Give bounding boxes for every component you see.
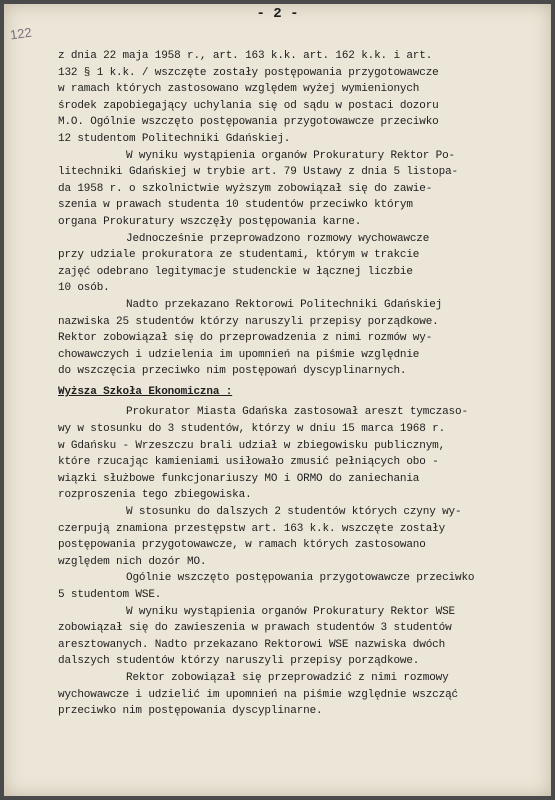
section-heading [58, 384, 508, 401]
text-line: da 1958 r. o szkolnictwie wyższym zobowiązał się do zawie- [58, 182, 433, 195]
text-line: rozproszenia tego zbiegowiska. [58, 489, 252, 502]
text-line: postępowania przygotowawcze, w ramach których zastosowano [58, 539, 426, 552]
text-line: nazwiska 25 studentów którzy naruszyli przepisy porządkowe. [58, 315, 439, 328]
text-line: litechniki Gdańskiej w trybie art. 79 Ustawy z dnia 5 listopa- [58, 166, 458, 179]
paragraph [58, 604, 508, 670]
text-line: wy w stosunku do 3 studentów, którzy w dniu 15 marca 1968 r. [58, 423, 446, 436]
text-line: aresztowanych. Nadto przekazano Rektorowi WSE nazwiska dwóch [58, 638, 446, 651]
text-line: zobowiązał się do zawieszenia w prawach studentów 3 studentów [58, 622, 452, 635]
paragraph [58, 297, 508, 380]
text-line: wiązki służbowe funkcjonariuszy MO i ORMO do zaniechania [58, 472, 420, 485]
text-line: które rzucając kamieniami usiłowało zmusić pełniących obo - [58, 456, 439, 469]
text-line: wychowawcze i udzielić im upomnień na piśmie względnie wszcząć [58, 688, 458, 701]
paragraph [58, 404, 508, 504]
text-line: Rektor zobowiązał się przeprowadzić z nimi rozmowy [126, 671, 449, 684]
paragraph [58, 570, 508, 603]
text-line: z dnia 22 maja 1958 r., art. 163 k.k. art. 162 k.k. i art. [58, 50, 433, 62]
text-line: M.O. Ogólnie wszczęto postępowania przygotowawcze przeciwko [58, 116, 439, 129]
text-line: Nadto przekazano Rektorowi Politechniki Gdańskiej [126, 298, 443, 311]
archive-stamp: 122 [9, 24, 33, 43]
document-body [58, 48, 508, 720]
text-line: środek zapobiegający uchylania się od sądu w postaci dozoru [58, 99, 439, 112]
text-line: Rektor zobowiązał się do przeprowadzenia z nimi rozmów wy- [58, 332, 433, 345]
paragraph [58, 231, 508, 297]
text-line: Ogólnie wszczęto postępowania przygotowawcze przeciwko [126, 572, 475, 585]
document-page [4, 4, 551, 796]
text-line: czerpują znamiona przestępstw art. 163 k.k. wszczęte zostały [58, 522, 446, 535]
paragraph [58, 48, 508, 148]
text-line: 12 studentom Politechniki Gdańskiej. [58, 132, 291, 145]
text-line: 132 § 1 k.k. / wszczęte zostały postępowania przygotowawcze [58, 66, 439, 79]
text-line: zajęć odebrano legitymacje studenckie w łącznej liczbie [58, 265, 413, 278]
text-line: W stosunku do dalszych 2 studentów których czyny wy- [126, 506, 462, 519]
text-line: szenia w prawach studenta 10 studentów przeciwko którym [58, 199, 413, 212]
text-line: przy udziale prokuratora ze studentami, którym w trakcie [58, 249, 420, 262]
text-line: do wszczęcia przeciwko nim postępowań dyscyplinarnych. [58, 365, 407, 378]
paragraph [58, 504, 508, 570]
text-line: 5 studentom WSE. [58, 589, 162, 601]
text-line: w ramach których zastosowano względem wyżej wymienionych [58, 83, 420, 96]
page-number: - 2 - [256, 6, 299, 22]
text-line: dalszych studentów którzy naruszyli przepisy porządkowe. [58, 655, 420, 668]
text-line: Jednocześnie przeprowadzono rozmowy wychowawcze [126, 232, 430, 245]
text-line: Prokurator Miasta Gdańska zastosował areszt tymczaso- [126, 406, 468, 419]
text-line: 10 osób. [58, 282, 110, 295]
text-line: organa Prokuratury wszczęły postępowania karne. [58, 215, 362, 228]
text-line: Wyższa Szkoła Ekonomiczna : [58, 385, 233, 398]
text-line: w Gdańsku - Wrzeszczu brali udział w zbiegowisku publicznym, [58, 439, 446, 452]
text-line: W wyniku wystąpienia organów Prokuratury Rektor Po- [126, 149, 456, 162]
paragraph [58, 148, 508, 231]
text-line: przeciwko nim postępowania dyscyplinarne. [58, 705, 323, 718]
text-line: W wyniku wystąpienia organów Prokuratury Rektor WSE [126, 605, 456, 618]
text-line: względem nich dozór MO. [58, 555, 207, 568]
paragraph [58, 670, 508, 720]
text-line: chowawczych i udzielenia im upomnień na piśmie względnie [58, 348, 420, 361]
